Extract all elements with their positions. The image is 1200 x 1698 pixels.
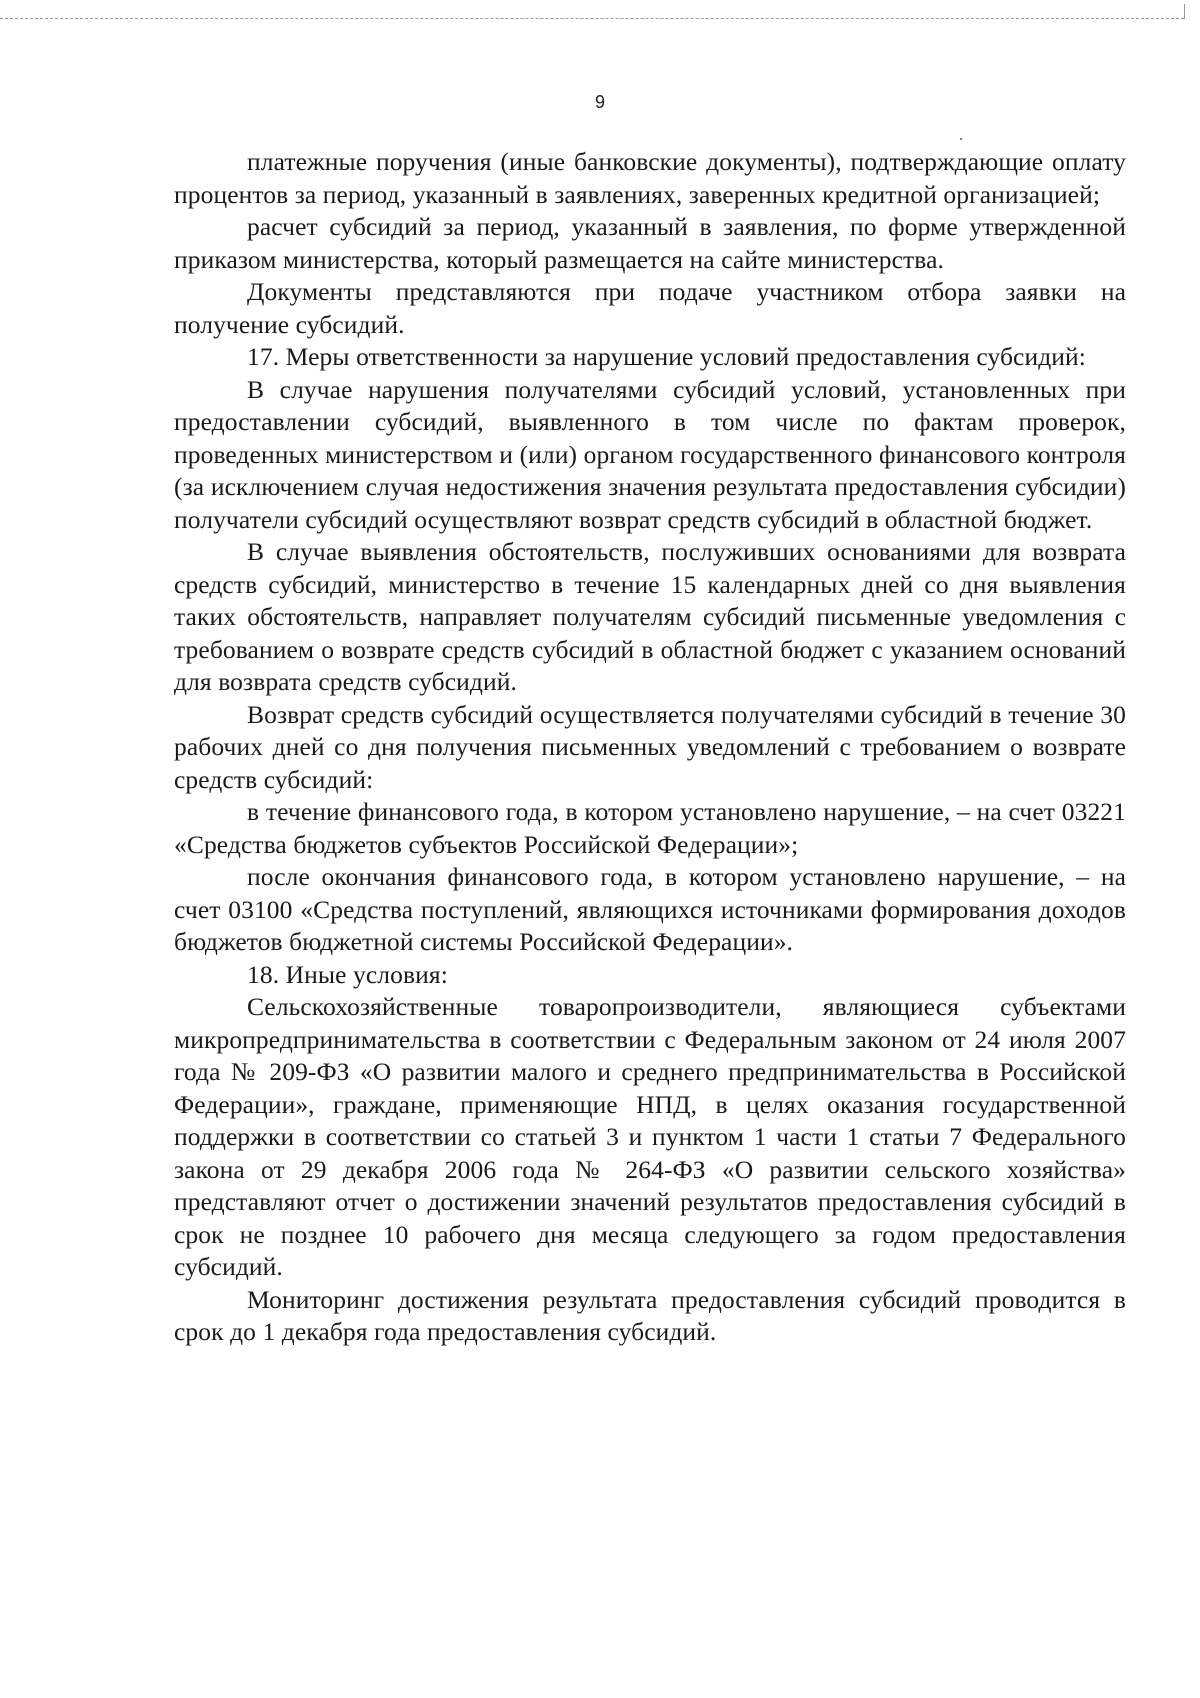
paragraph-account-03221: в течение финансового года, в котором установлено нарушение, – на счет 03221 «Средства бюджетов субъектов Российской Федерации»; xyxy=(174,797,1126,859)
paragraph-payment-orders: платежные поручения (иные банковские документы), подтверждающие оплату процентов за период, указанный в заявлениях, заверенных кредитной организацией; xyxy=(174,147,1126,209)
page-number: 9 xyxy=(594,92,605,112)
scan-edge-corner-mark xyxy=(1184,4,1185,19)
scan-speck xyxy=(960,138,962,140)
paragraph-account-03100: после окончания финансового года, в котором установлено нарушение, – на счет 03100 «Средства поступлений, являющихся источниками формирования доходов бюджетов бюджетной системы Российской Федерации». xyxy=(174,862,1126,956)
section-18-heading: 18. Иные условия: xyxy=(247,959,448,989)
paragraph-notification: В случае выявления обстоятельств, послуживших основаниями для возврата средств субсидий, министерство в течение 15 календарных дней со дня выявления таких обстоятельств, направляет получателям субсидий письменные уведомления с требованием о возврате средств субсидий в областной бюджет с указанием оснований для возврата средств субсидий. xyxy=(174,537,1126,696)
paragraph-return-deadline: Возврат средств субсидий осуществляется получателями субсидий в течение 30 рабочих дней со дня получения письменных уведомлений с требованием о возврате средств субсидий: xyxy=(174,699,1126,794)
paragraph-documents-submission: Документы представляются при подаче участником отбора заявки на получение субсидий. xyxy=(174,277,1126,339)
scan-edge-top-border xyxy=(0,18,1184,19)
paragraph-producers-report: Сельскохозяйственные товаропроизводители, являющиеся субъектами микропредпринимательства в соответствии с Федеральным законом от 24 июля 2007 года № 209-ФЗ «О развитии малого и среднего предпринимательства в Российской Федерации», граждане, применяющие НПД, в целях оказания государственной поддержки в соответствии со статьей 3 и пунктом 1 части 1 статьи 7 Федерального закона от 29 декабря 2006 года № 264-ФЗ «О развитии сельского хозяйства» представляют отчет о достижении значений результатов предоставления субсидий в срок не позднее 10 рабочего дня месяца следующего за годом предоставления субсидий. xyxy=(174,992,1126,1281)
section-17-heading: 17. Меры ответственности за нарушение условий предоставления субсидий: xyxy=(247,342,1086,371)
paragraph-monitoring: Мониторинг достижения результата предоставления субсидий проводится в срок до 1 декабря года предоставления субсидий. xyxy=(174,1284,1126,1346)
paragraph-violation-return: В случае нарушения получателями субсидий условий, установленных при предоставлении субсидий, выявленного в том числе по фактам проверок, проведенных министерством и (или) органом государственного финансового контроля (за исключением случая недостижения значения результата предоставления субсидии) получатели субсидий осуществляют возврат средств субсидий в областной бюджет. xyxy=(174,374,1126,534)
paragraph-subsidy-calculation: расчет субсидий за период, указанный в заявления, по форме утвержденной приказом министерства, который размещается на сайте министерства. xyxy=(174,212,1126,274)
document-body xyxy=(174,146,1126,1349)
